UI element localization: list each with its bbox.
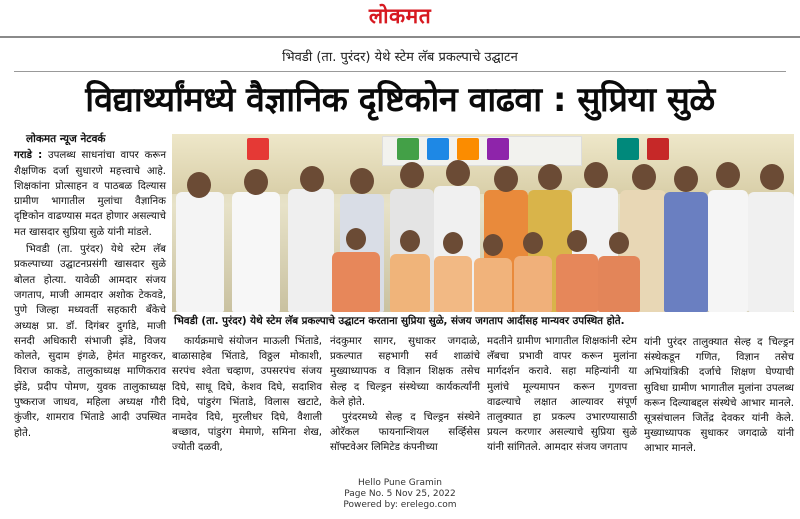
article-headline: विद्यार्थ्यांमध्ये वैज्ञानिक दृष्टिकोन वाढवा : सुप्रिया सुळे bbox=[85, 80, 715, 120]
body-paragraph: कार्यक्रमाचे संयोजन माऊली भिंताडे, बाळासाहेब भिंताडे, विठ्ठल मोकाशी, सरपंच श्वेता चव्हाण, उपसरपंच संजय दिघे, साधू दिघे, केशव दिघे, सदाशिव दिघे, पांडुरंग भिंताडे, विलास खटाटे, नामदेव दिघे, मुरलीधर दिघे, वैशाली बच्छाव, पांडुरंग मेमाणे, समिना शेख, ज्योती दळवी, bbox=[172, 336, 322, 454]
photo-student bbox=[434, 256, 472, 312]
photo-student-head bbox=[346, 228, 366, 250]
photo-poster bbox=[647, 138, 669, 160]
photo-student-head bbox=[443, 232, 463, 254]
photo-caption: भिवडी (ता. पुरंदर) येथे स्टेम लॅब प्रकल्पाचे उद्घाटन करताना सुप्रिया सुळे, संजय जगताप आदींसह मान्यवर उपस्थित होते. bbox=[174, 315, 625, 327]
lokmat-logo: लोकमत bbox=[368, 4, 432, 28]
article-column-4 bbox=[487, 334, 637, 456]
body-paragraph: मदतीने ग्रामीण भागातील शिक्षकांनी स्टेम लॅबचा प्रभावी वापर करून मुलांना मार्गदर्शन करावे. सहा महिन्यांनी या मुलांचे मूल्यमापन करून गुणवत्ता वाढल्याचे लक्षात आल्यावर संपूर्ण तालुक्यात हा प्रकल्प उभारण्यासाठी प्रयत्न करणार असल्याचे सुप्रिया सुळे यांनी सांगितले. आमदार संजय जगताप bbox=[487, 336, 637, 454]
photo-person bbox=[748, 192, 794, 312]
photo-person-head bbox=[244, 169, 268, 195]
article-column-5 bbox=[644, 335, 794, 457]
lead-paragraph bbox=[14, 148, 166, 240]
photo-poster bbox=[247, 138, 269, 160]
photo-student-head bbox=[567, 230, 587, 252]
photo-poster bbox=[397, 138, 419, 160]
photo-poster bbox=[457, 138, 479, 160]
dateline: गराडे : bbox=[14, 150, 43, 162]
photo-student-head bbox=[523, 232, 543, 254]
photo-poster bbox=[617, 138, 639, 160]
photo-person-head bbox=[494, 166, 518, 192]
byline: लोकमत न्यूज नेटवर्क bbox=[26, 133, 106, 145]
body-paragraph: नंदकुमार सागर, सुधाकर जगदाळे, प्रकल्पात सहभागी सर्व शाळांचे मुख्याध्यापक व विज्ञान शिक्षक तसेच सेल्ह द चिल्ड्रन संस्थेच्या कार्यकर्त्यांनी केले होते. bbox=[330, 336, 480, 408]
photo-person bbox=[288, 189, 334, 312]
lead-text: उपलब्ध साधनांचा वापर करून शैक्षणिक दर्जा सुधारणे महत्त्वाचे आहे. शिक्षकांना प्रोत्साहन व पाठबळ दिल्यास ग्रामीण भागातील मुलांचा वैज्ञानिक दृष्टिकोन वाढण्यास मदत होणार असल्याचे मत खासदार सुप्रिया सुळे यांनी मांडले. bbox=[14, 150, 166, 238]
kicker-divider bbox=[14, 71, 786, 72]
photo-person bbox=[664, 192, 708, 312]
article-column-1 bbox=[14, 132, 166, 443]
article-column-3 bbox=[330, 334, 480, 456]
body-paragraph: यांनी पुरंदर तालुक्यात सेल्ह द चिल्ड्रन संस्थेकडून गणित, विज्ञान तसेच अभियांत्रिकी दर्जाचे शिक्षण घेण्याची सुविधा ग्रामीण भागातील मुलांना उपलब्ध करून दिल्याबद्दल संस्थेचे आभार मानले. सूत्रसंचालन जितेंद्र देवकर यांनी केले. मुख्याध्यापक सुधाकर जगदाळे यांनी आभार मानले. bbox=[644, 337, 794, 455]
body-paragraph: भिवडी (ता. पुरंदर) येथे स्टेम लॅब प्रकल्पाच्या उद्घाटनप्रसंगी खासदार सुळे बोलत होत्या. यावेळी आमदार संजय जगताप, माजी आमदार अशोक टेकवडे, पुणे जिल्हा मध्यवर्ती सहकारी बँकेचे अध्यक्ष प्रा. डॉ. दिगंबर दुर्गाडे, माजी सनदी अधिकारी संभाजी झेंडे, विजय कोलते, सुदाम इंगळे, हेमंत माहुरकर, विराज काकडे, तालुकाध्यक्ष माणिकराव झेंडे, प्रदीप पोमण, युवक तालुकाध्यक्ष पुष्कराज जाधव, महिला अध्यक्ष गौरी कुंजीर, शामराव भिंताडे आदी उपस्थित होते. bbox=[14, 244, 166, 439]
photo-student-head bbox=[400, 230, 420, 252]
photo-student-head bbox=[609, 232, 629, 254]
photo-person-head bbox=[300, 166, 324, 192]
photo-student bbox=[556, 254, 598, 312]
photo-person-head bbox=[350, 168, 374, 194]
photo-person bbox=[232, 192, 280, 312]
powered-by-link[interactable]: Powered by: erelego.com bbox=[343, 500, 457, 510]
photo-person-head bbox=[187, 172, 211, 198]
photo-person bbox=[708, 190, 748, 312]
photo-person-head bbox=[632, 164, 656, 190]
photo-student bbox=[390, 254, 430, 312]
photo-student bbox=[514, 256, 552, 312]
photo-person-head bbox=[584, 162, 608, 188]
photo-person-head bbox=[538, 164, 562, 190]
photo-poster bbox=[427, 138, 449, 160]
photo-student-head bbox=[483, 234, 503, 256]
photo-student bbox=[598, 256, 640, 312]
photo-student bbox=[332, 252, 380, 312]
masthead bbox=[0, 0, 800, 30]
page-info: Page No. 5 Nov 25, 2022 bbox=[344, 489, 456, 499]
photo-person-head bbox=[674, 166, 698, 192]
edition-name: Hello Pune Gramin bbox=[358, 478, 442, 488]
page-footer bbox=[0, 478, 800, 511]
masthead-divider bbox=[0, 36, 800, 38]
photo-person-head bbox=[400, 162, 424, 188]
photo-person-head bbox=[716, 162, 740, 188]
article-kicker: भिवडी (ता. पुरंदर) येथे स्टेम लॅब प्रकल्पाचे उद्घाटन bbox=[282, 50, 518, 65]
photo-person bbox=[176, 192, 224, 312]
photo-person-head bbox=[760, 164, 784, 190]
photo-student bbox=[474, 258, 512, 312]
event-photo bbox=[172, 134, 794, 312]
article-column-2 bbox=[172, 334, 322, 456]
body-paragraph: पुरंदरमध्ये सेल्ह द चिल्ड्रन संस्थेने ओरॅकल फायनान्शियल सर्व्हिसेस सॉफ्टवेअर लिमिटेड कंपनीच्या bbox=[330, 412, 480, 454]
photo-person-head bbox=[446, 160, 470, 186]
photo-poster bbox=[487, 138, 509, 160]
